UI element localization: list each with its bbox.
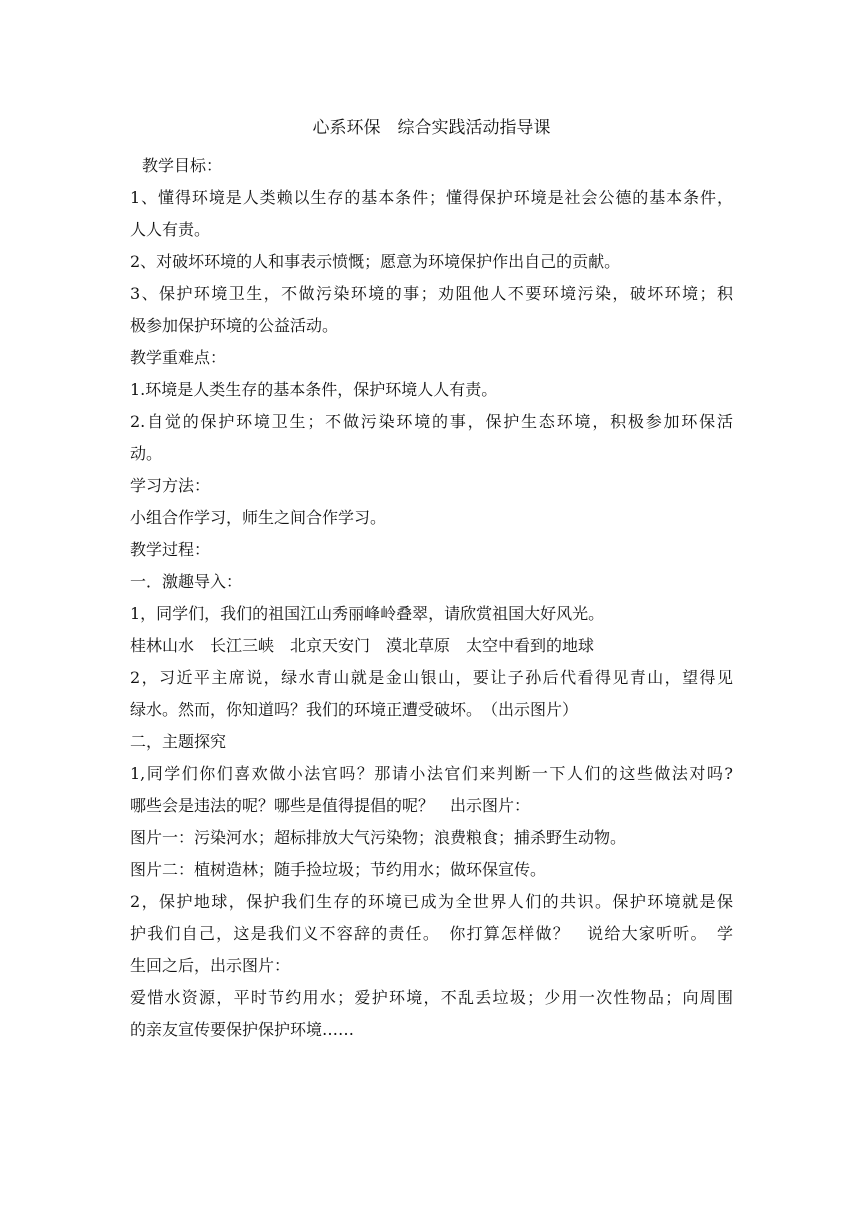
document-title: 心系环保 综合实践活动指导课 <box>312 118 551 138</box>
subsection-heading: 二，主题探究 <box>130 732 227 751</box>
paragraph-line: 1,同学们你们喜欢做小法官吗？那请小法官们来判断一下人们的这些做法对吗? <box>130 764 733 783</box>
paragraph-line: 图片二：植树造林；随手捡垃圾；节约用水；做环保宣传。 <box>130 860 547 879</box>
paragraph-line: 爱惜水资源，平时节约用水；爱护环境，不乱丢垃圾；少用一次性物品；向周围 <box>130 988 733 1007</box>
section-heading-process: 教学过程： <box>130 540 211 559</box>
paragraph-line: 生回之后，出示图片： <box>130 956 291 975</box>
paragraph-line: 小组合作学习，师生之间合作学习。 <box>130 508 387 527</box>
paragraph-line: 2，习近平主席说，绿水青山就是金山银山，要让子孙后代看得见青山，望得见 <box>130 668 733 687</box>
paragraph-line: 2，保护地球，保护我们生存的环境已成为全世界人们的共识。保护环境就是保 <box>130 892 733 911</box>
section-heading-methods: 学习方法： <box>130 476 211 495</box>
paragraph-line: 2、对破坏环境的人和事表示愤慨；愿意为环境保护作出自己的贡献。 <box>130 252 621 271</box>
paragraph-line: 人人有责。 <box>130 220 211 239</box>
paragraph-line: 动。 <box>130 444 163 463</box>
paragraph-line: 1、懂得环境是人类赖以生存的基本条件；懂得保护环境是社会公德的基本条件， <box>130 188 733 207</box>
section-heading-key-points: 教学重难点： <box>130 348 227 367</box>
subsection-heading: 一．激趣导入： <box>130 572 243 591</box>
paragraph-line: 图片一：污染河水；超标排放大气污染物；浪费粮食；捕杀野生动物。 <box>130 828 627 847</box>
paragraph-line: 极参加保护环境的公益活动。 <box>130 316 339 335</box>
paragraph-line: 的亲友宣传要保护保护环境…… <box>130 1020 355 1039</box>
section-heading-objectives: 教学目标： <box>142 156 223 175</box>
paragraph-line: 2.自觉的保护环境卫生；不做污染环境的事，保护生态环境，积极参加环保活 <box>130 412 733 431</box>
paragraph-line: 绿水。然而，你知道吗？我们的环境正遭受破坏。 （出示图片） <box>130 700 579 719</box>
paragraph-line: 护我们自己，这是我们义不容辞的责任。 你打算怎样做？ 说给大家听听。 学 <box>130 924 733 943</box>
paragraph-line: 3、保护环境卫生，不做污染环境的事；劝阻他人不要环境污染，破坏环境；积 <box>130 284 733 303</box>
paragraph-line: 桂林山水 长江三峡 北京天安门 漠北草原 太空中看到的地球 <box>130 636 595 655</box>
paragraph-line: 1.环境是人类生存的基本条件，保护环境人人有责。 <box>130 380 498 399</box>
paragraph-line: 1，同学们，我们的祖国江山秀丽峰岭叠翠，请欣赏祖国大好风光。 <box>130 604 605 623</box>
document-page <box>130 112 733 1046</box>
paragraph-line: 哪些会是违法的呢？哪些是值得提倡的呢？ 出示图片： <box>130 796 531 815</box>
